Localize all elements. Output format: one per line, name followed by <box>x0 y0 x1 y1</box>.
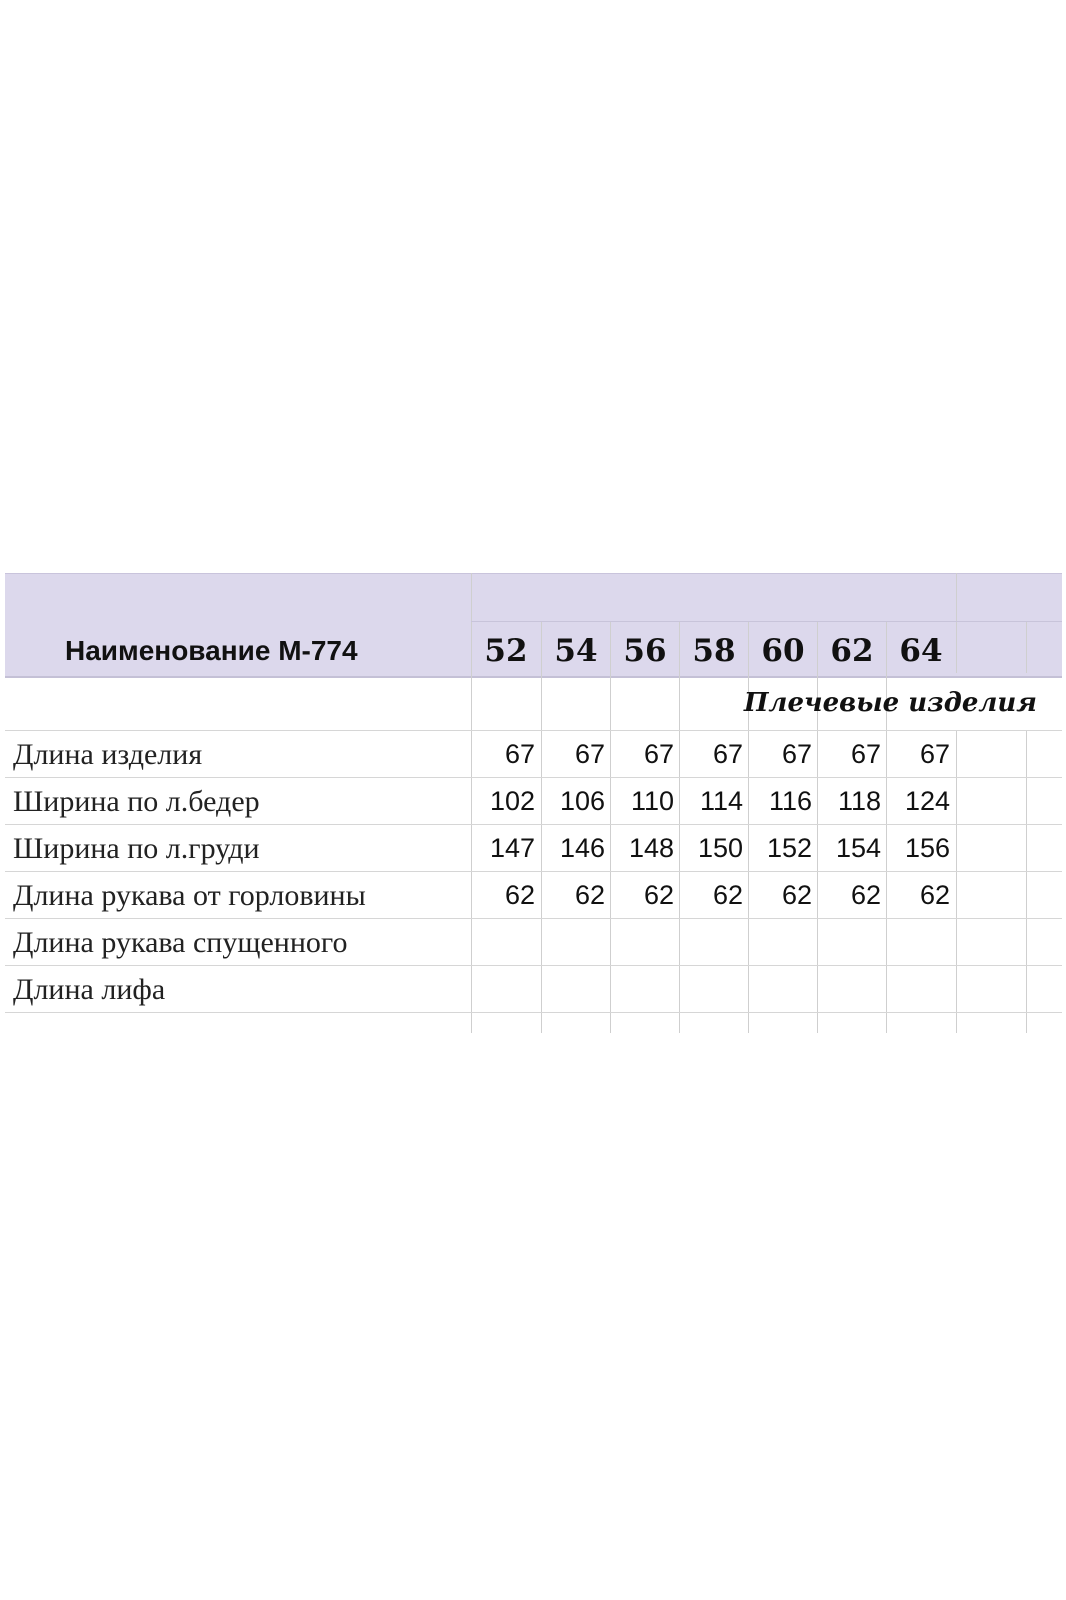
table-cell <box>817 919 881 966</box>
table-cell <box>541 966 605 1013</box>
row-label: Ширина по л.груди <box>13 832 260 865</box>
row-label: Длина рукава от горловины <box>13 879 366 912</box>
size-header: 60 <box>761 633 805 669</box>
row-label: Длина изделия <box>13 738 203 771</box>
size-header: 54 <box>554 633 598 669</box>
table-cell: 148 <box>628 833 674 863</box>
size-header: 56 <box>623 633 667 669</box>
table-cell: 156 <box>904 833 950 863</box>
table-cell <box>886 966 950 1013</box>
grid-line <box>471 621 1062 622</box>
row-label: Ширина по л.бедер <box>13 785 260 818</box>
row-label: Длина рукава спущенного <box>13 926 348 959</box>
table-cell: 116 <box>768 786 812 816</box>
table-cell: 62 <box>850 880 881 910</box>
table-cell: 154 <box>835 833 881 863</box>
table-cell <box>748 919 812 966</box>
table-cell: 114 <box>699 786 743 816</box>
grid-line <box>956 573 957 673</box>
table-cell: 67 <box>850 739 881 769</box>
table-cell: 106 <box>559 786 605 816</box>
table-cell <box>679 966 743 1013</box>
table-cell <box>610 966 674 1013</box>
size-header: 64 <box>899 633 943 669</box>
table-cell: 146 <box>559 833 605 863</box>
table-cell: 152 <box>766 833 812 863</box>
table-cell: 110 <box>630 786 674 816</box>
table-cell: 62 <box>781 880 812 910</box>
table-cell: 62 <box>574 880 605 910</box>
table-cell <box>471 966 535 1013</box>
table-cell: 67 <box>781 739 812 769</box>
table-cell: 102 <box>489 786 535 816</box>
table-cell <box>817 966 881 1013</box>
table-cell: 118 <box>837 786 881 816</box>
table-cell: 62 <box>504 880 535 910</box>
table-cell: 147 <box>489 833 535 863</box>
table-cell <box>679 919 743 966</box>
table-cell: 62 <box>643 880 674 910</box>
size-header: 58 <box>692 633 736 669</box>
table-cell: 150 <box>697 833 743 863</box>
table-cell: 62 <box>919 880 950 910</box>
row-label: Длина лифа <box>13 973 166 1006</box>
table-cell: 67 <box>504 739 535 769</box>
product-title: Наименование М-774 <box>65 635 358 666</box>
table-cell: 62 <box>712 880 743 910</box>
size-header: 52 <box>484 633 528 669</box>
table-cell <box>471 919 535 966</box>
table-cell: 67 <box>919 739 950 769</box>
table-cell: 67 <box>574 739 605 769</box>
table-cell: 124 <box>904 786 950 816</box>
size-header: 62 <box>830 633 874 669</box>
table-cell <box>541 919 605 966</box>
table-cell <box>748 966 812 1013</box>
table-cell <box>886 919 950 966</box>
table-cell: 67 <box>712 739 743 769</box>
table-cell <box>610 919 674 966</box>
grid-line <box>1026 621 1027 673</box>
size-chart-table <box>5 573 1062 1033</box>
table-cell: 67 <box>643 739 674 769</box>
section-label: Плечевые изделия <box>743 688 1037 718</box>
